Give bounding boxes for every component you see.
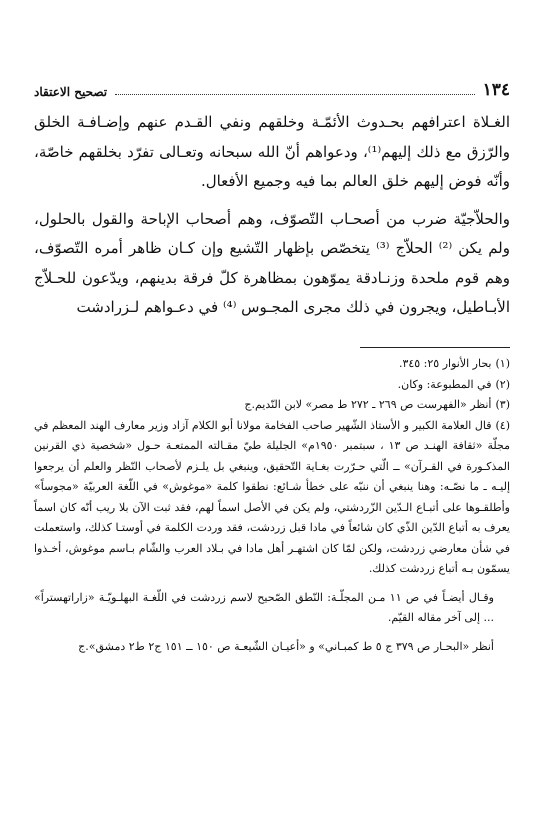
- footnote-text: أنظر «الفهرست ص ٢٦٩ ـ ٢٧٢ ط مصر» لابن النّديم.ج: [244, 398, 492, 411]
- footnotes: [34, 354, 510, 657]
- footnote-number: (٢): [495, 377, 510, 391]
- footnote-number: (٤): [495, 418, 510, 432]
- dotted-leader: [115, 94, 475, 95]
- footnote-text: في المطبوعة: وكان.: [397, 377, 492, 391]
- footnote-3: [34, 395, 510, 416]
- footnote-4-reference: أنظر «البحـار ص ٣٧٩ ج ٥ ط كمبـاني» و «أعيـان الشّيعـة ص ١٥٠ ــ ١٥١ ج٢ ط٢ دمشق».ج: [78, 639, 494, 653]
- page-number: ١٣٤: [482, 80, 510, 100]
- footnote-number: (٣): [495, 398, 510, 411]
- footnote-number: (١): [495, 357, 510, 370]
- running-head: [34, 78, 510, 100]
- footnote-separator: [360, 347, 510, 348]
- footnote-2: [34, 375, 510, 396]
- footnote-4-continuation: وقـال أيضـاً في ص ١١ مـن المجلّـة: النّطق الصّحيح لاسم زردشت في اللّغـة البهلـويّـة «زاراتهستراً» ... إلى آخر مقاله القيّم.: [34, 590, 494, 624]
- paragraph: والحلاّجيّة ضرب من أصحـاب التّصوّف، وهم أصحاب الإباحة والقول بالحلول، ولم يكن ⁽²⁾ الحلاّج ⁽³⁾ يتخصّص بإظهار التّشيع وإن كـان ظاهر أمره التّصوّف، وهم قوم ملحدة وزنـادقة يموّهون بمظاهرة كلّ فرقة بدينهم، ويدّعون للحـلاّج الأبـاطيل، ويجرون في ذلك مجرى المجـوس ⁽⁴⁾ في دعـواهم لـزرادشت: [34, 209, 510, 316]
- running-title: تصحيح الاعتقاد: [34, 85, 108, 99]
- paragraph: الغـلاة اعترافهم بحـدوث الأئمّـة وخلقهم ونفي القـدم عنهم وإضـافـة الخلق والرّزق مع ذلك إليهم⁽¹⁾، ودعواهم أنّ الله سبحانه وتعـالى تفرّد بخلقهم خاصّة، وأنّه فوض إليهم خلق العالم بما فيه وجميع الأفعال.: [34, 113, 510, 190]
- footnote-4: [34, 416, 510, 580]
- footnote-text: قال العلامة الكبير و الأستاذ الشّهير صاحب الفخامة مولانا أبو الكلام آزاد وزير معارف الهند المعظم في مجلّة «ثقافة الهنـد ص ١٣ ، سبتمبر ١٩٥٠م» الجليلة طيّ مقـالته الممتعـة حـول «شخصية ذي القرنين المذكـورة في القـرآن» ــ الّتي حـرّرت بغـاية التّحقيق، وينبغي بل يلـزم لأصحاب النّظر والعلم أن يرجعوا إليـه ـ ما نصّـه: وهنا ينبغي أن ننبّه على خطأ شـائع: نطقوا كلمة «موغوش» في اللّغة العربيّة «مجوساً» وأطلقـوها على أتبـاع الـدّين الزّردشتي، ولم يكن في الأصل اسماً لهم، فقد ثبت الآن بلا ريب أنّه كان اسماً يعرف به أتباع الدّين الذّي كان شائعاً في مادا قبل زردشت، فقد وردت الكلمة في أوستـا كذلك، واستعملت في شأن معارضي زردشت، ولكن لمّا كان اشتهـر أهل مادا في بـلاد العرب والشّام بـاسم موغوش، أخـذوا يسمّون بـه أتباع زردشت كذلك.: [34, 418, 510, 575]
- footnote-1: [34, 354, 510, 375]
- footnote-text: بحار الأنوار ٢٥: ٣٤٥.: [398, 357, 492, 370]
- main-text: [34, 108, 510, 323]
